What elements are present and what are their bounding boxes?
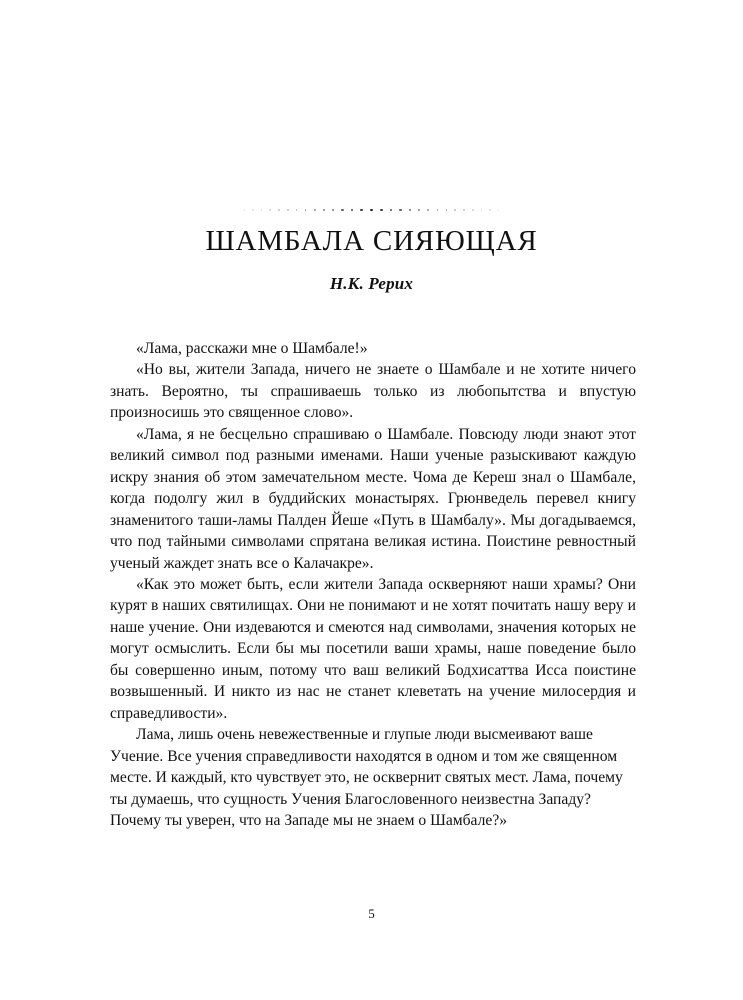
ornament-dot (351, 209, 354, 212)
ornament-dot (489, 209, 490, 210)
ornament-dot (323, 209, 325, 211)
ornament-dot (341, 209, 343, 211)
ornament-dot (427, 209, 429, 211)
ornament-dot (305, 209, 307, 211)
ornament-dot (296, 209, 298, 211)
ornament-dot (314, 209, 316, 211)
ornament-dot (287, 209, 289, 211)
ornament-dot (380, 209, 383, 212)
body-text-block (110, 338, 636, 831)
dotted-rule-ornament (0, 203, 743, 217)
page-title: ШАМБАЛА СИЯЮЩАЯ (205, 225, 538, 257)
body-paragraph: «Как это может быть, если жители Запада оскверняют наши храмы? Они курят в наших святилищах. Они не понимают и не хотят почитать нашу веру и наше учение. Они издеваются и смеются над символами, значения которых не могут осмыслить. Если бы мы посетили ваши храмы, наше поведение было бы совершенно иным, потому что ваш великий Бодхисаттва Исса поистине возвышенный. И никто из нас не станет клеветать на учение милосердия и справедливости». (110, 575, 636, 722)
ornament-dot (370, 209, 373, 212)
ornament-dot (454, 209, 456, 211)
ornament-dot (278, 209, 280, 211)
title-block (0, 222, 743, 296)
ornament-dot (472, 209, 474, 211)
ornament-dot (481, 209, 482, 210)
ornament-dot (269, 209, 271, 211)
ornament-dot (261, 209, 262, 210)
ornament-dot (463, 209, 465, 211)
ornament-dot (498, 209, 499, 210)
ornament-dot (437, 209, 439, 211)
ornament-dot (390, 209, 393, 212)
author-byline: Н.К. Рерих (329, 274, 414, 293)
ornament-dot (332, 209, 334, 211)
ornament-dot (360, 209, 363, 212)
ornament-dot (244, 209, 245, 210)
page-number: 5 (368, 906, 375, 921)
body-paragraph: Лама, лишь очень невежественные и глупые люди высмеивают ваше Учение. Все учения справедливости находятся в одном и том же священном месте. И каждый, кто чувствует это, не осквернит святых мест. Лама, почему ты думаешь, что сущность Учения Благословенного неизвестна Западу? Почему ты уверен, что на Западе мы не знаем о Шамбале?» (110, 726, 623, 829)
ornament-dot (252, 209, 253, 210)
body-paragraph: «Но вы, жители Запада, ничего не знаете о Шамбале и не хотите ничего знать. Вероятно, ты спрашиваешь только из любопытства и впустую произносишь это священное слово». (110, 361, 636, 422)
ornament-dot (418, 209, 420, 211)
ornament-dot (446, 209, 448, 211)
ornament-dot (399, 209, 401, 211)
body-paragraph: «Лама, я не бесцельно спрашиваю о Шамбале. Повсюду люди знают этот великий символ под разными именами. Наши ученые разыскивают каждую искру знания об этом замечательном месте. Чома де Кереш знал о Шамбале, когда подолгу жил в буддийских монастырях. Грюнведель перевел книгу знаменитого таши-ламы Палден Йеше «Путь в Шамбалу». Мы догадываемся, что под тайными символами спрятана великая истина. Поистине ревностный ученый жаждет знать все о Калачакре». (110, 425, 636, 572)
body-paragraph: «Лама, расскажи мне о Шамбале!» (136, 340, 368, 357)
ornament-dot (409, 209, 411, 211)
